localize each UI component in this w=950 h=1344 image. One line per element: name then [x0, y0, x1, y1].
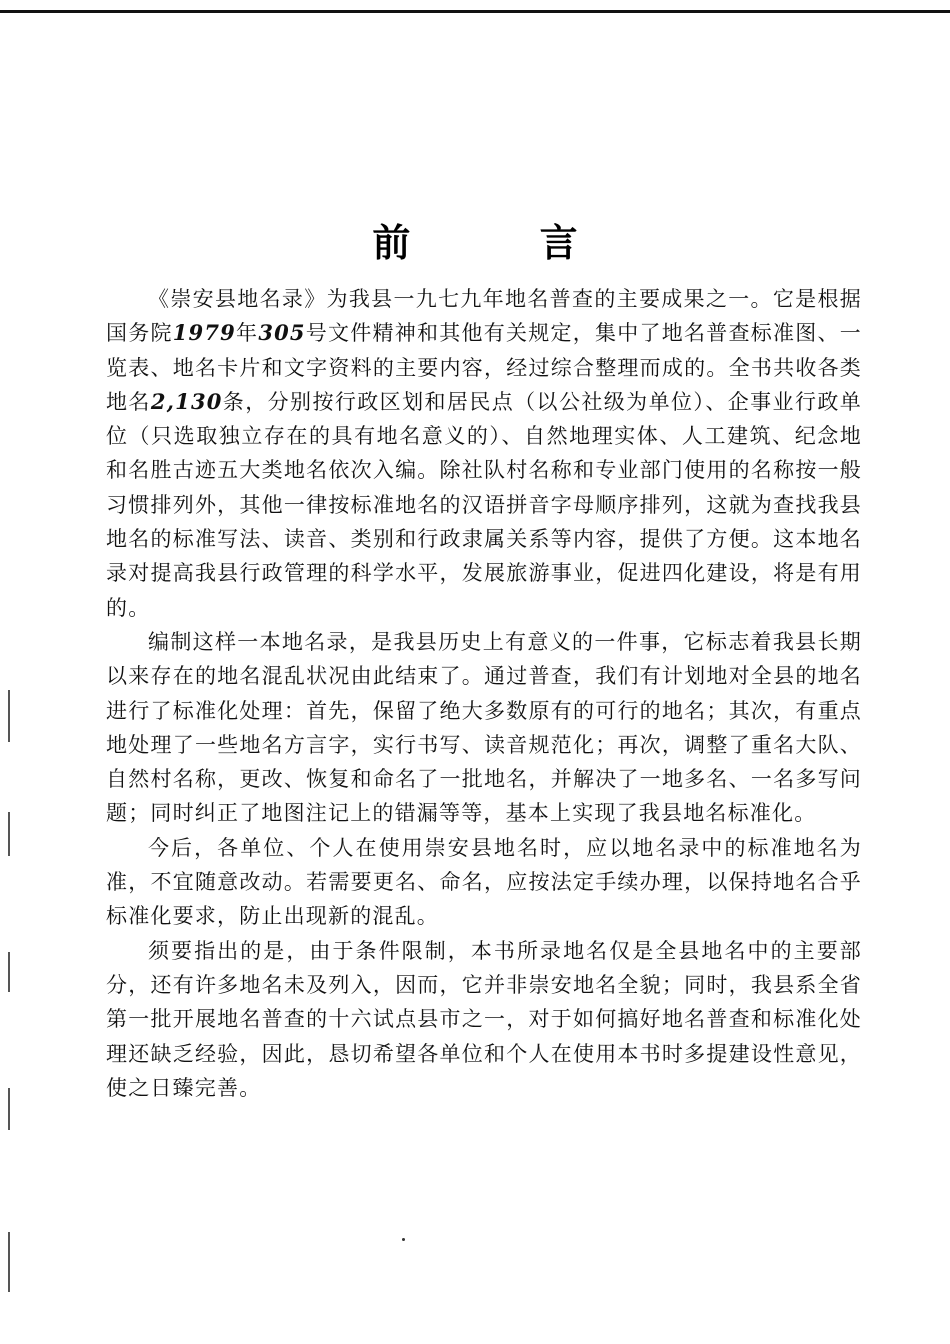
top-border-line: [0, 10, 950, 13]
paragraph-text: 须要指出的是，由于条件限制，本书所录地名仅是全县地名中的主要部分，还有许多地名未及列入，因而，它并非崇安地名全貌；同时，我县系全省第一批开展地名普查的十六试点县市之一，对于如何搞好地名普查和标准化处理还缺乏经验，因此，恳切希望各单位和个人在使用本书时多提建设性意见，使之日臻完善。: [106, 938, 862, 1100]
numeral-text: 2,130: [150, 388, 223, 414]
paragraph: [106, 282, 862, 625]
numeral-text: 1979: [172, 320, 236, 346]
numeral-text: 305: [258, 320, 306, 346]
paragraph-text: 《崇安县地名录》为我县一九七九年地名普查的主要成果之一。它是根据国务院: [106, 287, 862, 346]
scan-edge-mark: [8, 1088, 10, 1130]
paragraph: [106, 625, 862, 831]
scan-edge-mark: [8, 952, 10, 992]
scan-edge-mark: [8, 690, 10, 742]
preface-body: [106, 282, 862, 1105]
page-dot-mark: [402, 1238, 405, 1241]
paragraph-text: 号文件精神和其他有关规定，集中了地名普查标准图、一览表、地名卡片和文字资料的主要内容，经过综合整理而成的。全书共收各类地名: [106, 321, 862, 414]
paragraph-text: 编制这样一本地名录，是我县历史上有意义的一件事，它标志着我县长期以来存在的地名混乱状况由此结束了。通过普查，我们有计划地对全县的地名进行了标准化处理：首先，保留了绝大多数原有的可行的地名；其次，有重点地处理了一些地名方言字，实行书写、读音规范化；再次，调整了重名大队、自然村名称，更改、恢复和命名了一批地名，并解决了一地多名、一名多写问题；同时纠正了地图注记上的错漏等等，基本上实现了我县地名标准化。: [106, 629, 862, 826]
paragraph-text: 年: [236, 321, 259, 346]
paragraph: [106, 934, 862, 1105]
paragraph: [106, 831, 862, 934]
page-title: 前 言: [372, 221, 636, 265]
paragraph-text: 今后，各单位、个人在使用崇安县地名时，应以地名录中的标准地名为准，不宜随意改动。若需要更名、命名，应按法定手续办理，以保持地名合乎标准化要求，防止出现新的混乱。: [106, 835, 862, 929]
scan-edge-mark: [8, 1232, 10, 1292]
scan-edge-mark: [8, 812, 10, 856]
paragraph-text: 条，分别按行政区划和居民点（以公社级为单位）、企事业行政单位（只选取独立存在的具有地名意义的）、自然地理实体、人工建筑、纪念地和名胜古迹五大类地名依次入编。除社队村名称和专业部门使用的名称按一般习惯排列外，其他一律按标准地名的汉语拼音字母顺序排列，这就为查找我县地名的标准写法、读音、类别和行政隶属关系等内容，提供了方便。这本地名录对提高我县行政管理的科学水平，发展旅游事业，促进四化建设，将是有用的。: [106, 389, 862, 620]
